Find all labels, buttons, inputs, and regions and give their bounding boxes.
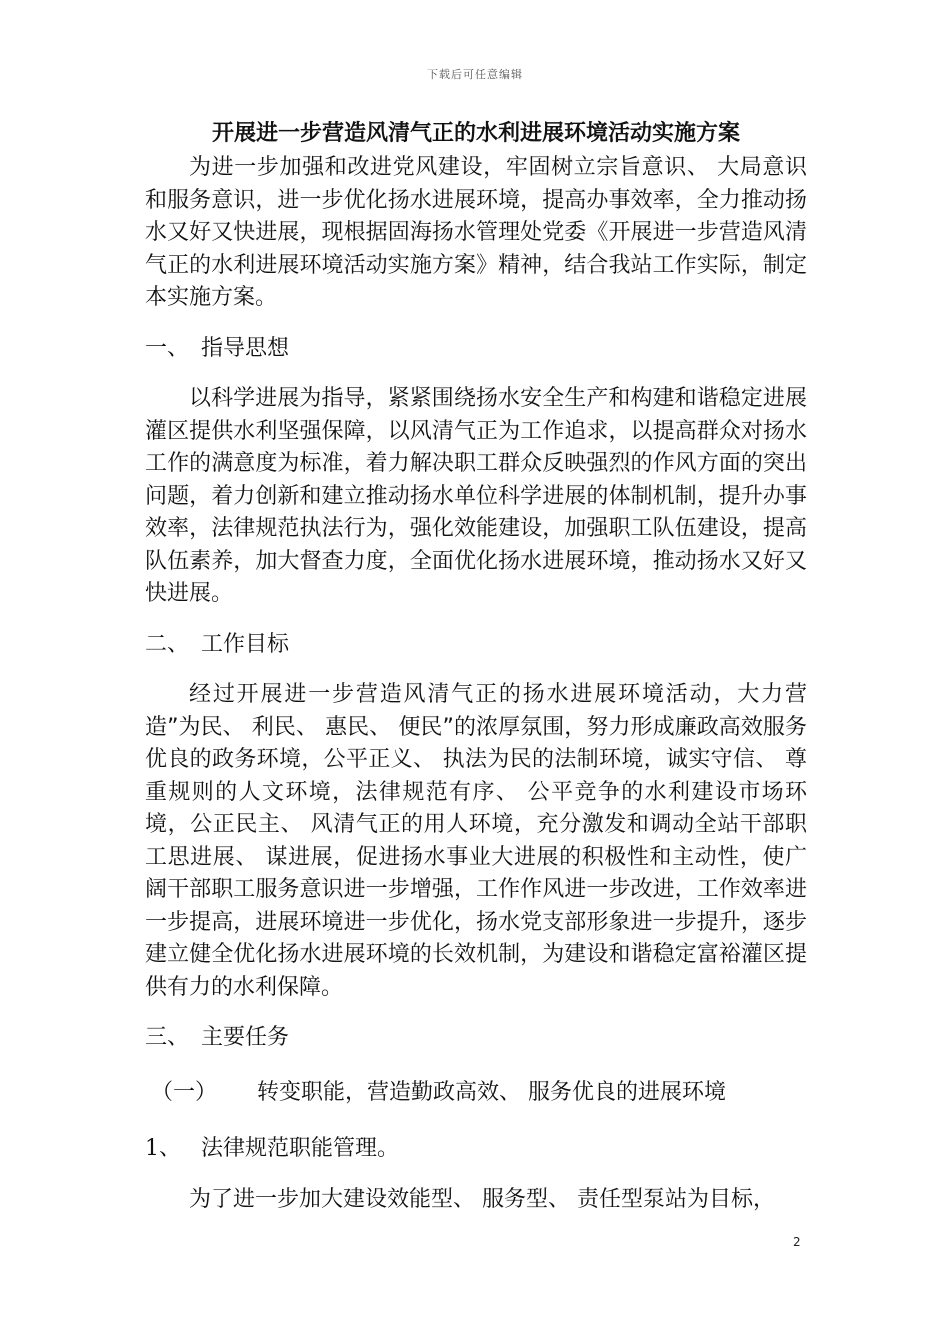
section-heading-work-goals <box>145 629 807 662</box>
item-paragraph: 为了进一步加大建设效能型、 服务型、 责任型泵站为目标， <box>189 1186 775 1212</box>
page-number: 2 <box>793 1235 801 1249</box>
work-goals-paragraph: 经过开展进一步营造风清气正的扬水进展环境活动，大力营造”为民、 利民、 惠民、 便民”的浓厚氛围，努力形成廉政高效服务优良的政务环境，公平正义、 执法为民的法制环境，诚实守信、 尊重规则的人文环境，法律规范有序、 公平竞争的水利建设市场环境，公正民主、 风清气正的用人环境，充分激发和调动全站干部职工思进展、 谋进展，促进扬水事业大进展的积极性和主动性，使广阔干部职工服务意识进一步增强，工作作风进一步改进，工作效率进一步提高，进展环境进一步优化，扬水党支部形象进一步提升，逐步建立健全优化扬水进展环境的长效机制，为建设和谐稳定富裕灌区提供有力的水利保障。 <box>145 682 807 1000</box>
item-title: 法律规范职能管理。 <box>201 1136 400 1161</box>
section-title: 指导思想 <box>201 335 290 361</box>
section-title: 主要任务 <box>201 1025 290 1050</box>
document-title: 开展进一步营造风清气正的水利进展环境活动实施方案 <box>211 121 740 146</box>
subsection-heading <box>145 1077 807 1110</box>
subsection-number: （一） <box>151 1079 218 1105</box>
item-number: 1、 <box>145 1136 181 1161</box>
guiding-ideology-paragraph: 以科学进展为指导，紧紧围绕扬水安全生产和构建和谐稳定进展灌区提供水利坚强保障，以风清气正为工作追求，以提高群众对扬水工作的满意度为标准，着力解决职工群众反映强烈的作风方面的突出问题，着力创新和建立推动扬水单位科学进展的体制机制，提升办事效率，法律规范执法行为，强化效能建设，加强职工队伍建设，提高队伍素养，加大督查力度，全面优化扬水进展环境，推动扬水又好又快进展。 <box>145 386 807 606</box>
item-heading <box>145 1133 807 1166</box>
section-number: 三、 <box>145 1025 190 1050</box>
section-heading-main-tasks <box>145 1022 807 1055</box>
intro-paragraph: 为进一步加强和改进党风建设，牢固树立宗旨意识、 大局意识和服务意识，进一步优化扬水进展环境，提高办事效率，全力推动扬水又好又快进展，现根据固海扬水管理处党委《开展进一步营造风清气正的水利进展环境活动实施方案》精神，结合我站工作实际，制定本实施方案。 <box>145 155 807 310</box>
header-note: 下载后可任意编辑 <box>427 68 523 81</box>
section-number: 一、 <box>145 335 190 361</box>
section-heading-guiding-ideology <box>145 333 807 366</box>
section-title: 工作目标 <box>201 631 290 657</box>
document-body <box>145 118 807 1216</box>
subsection-title: 转变职能，营造勤政高效、 服务优良的进展环境 <box>257 1079 726 1105</box>
section-number: 二、 <box>145 631 190 657</box>
